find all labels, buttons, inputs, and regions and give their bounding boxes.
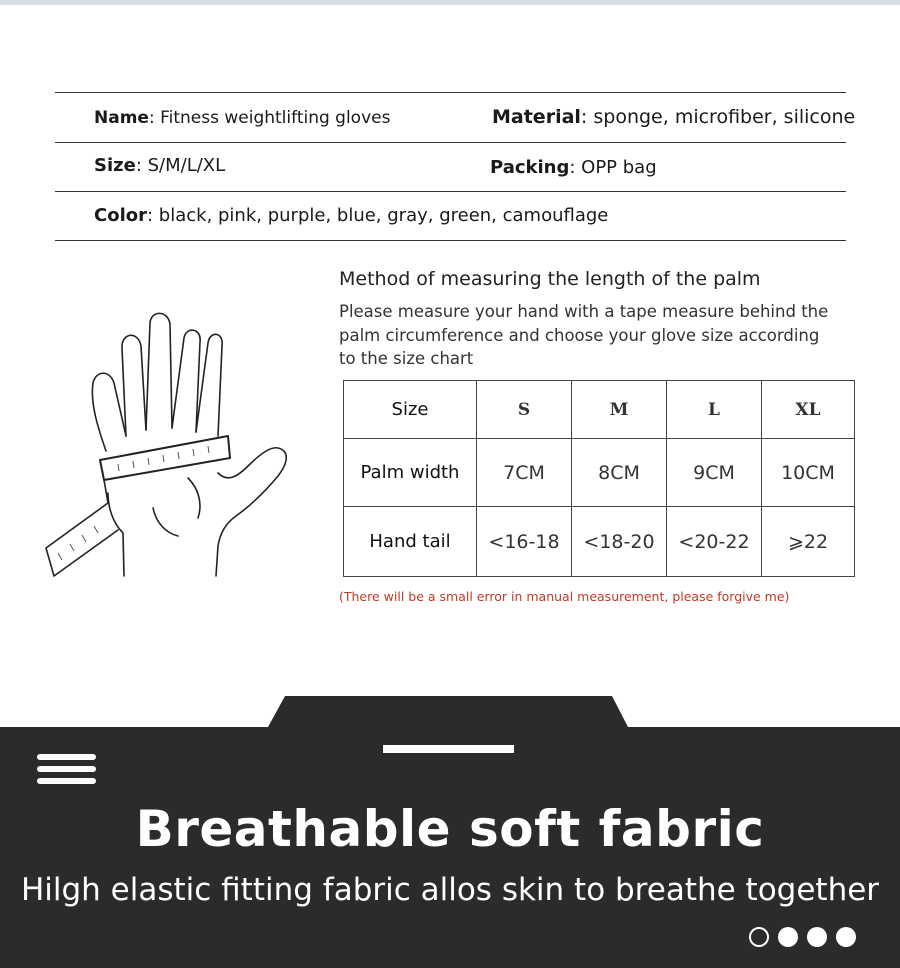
row-label-hand-tail: Hand tail	[344, 507, 477, 577]
packing-value: : OPP bag	[569, 157, 657, 178]
carousel-dot[interactable]	[778, 927, 798, 947]
header-m: M	[572, 381, 667, 439]
carousel-dot-active[interactable]	[749, 927, 769, 947]
accent-bar	[383, 745, 514, 753]
measure-title: Method of measuring the length of the palm	[339, 268, 761, 290]
table-cell: 7CM	[477, 439, 572, 507]
table-cell: <16-18	[477, 507, 572, 577]
menu-icon	[37, 754, 96, 790]
name-value: : Fitness weightlifting gloves	[148, 108, 391, 128]
row-label-palm-width: Palm width	[344, 439, 477, 507]
name-label: Name	[94, 108, 149, 128]
packing-label: Packing	[490, 157, 570, 178]
header-l: L	[667, 381, 762, 439]
measurement-error-note: (There will be a small error in manual measurement, please forgive me)	[339, 589, 790, 604]
table-cell: <18-20	[572, 507, 667, 577]
table-cell: 9CM	[667, 439, 762, 507]
banner-title: Breathable soft fabric	[135, 800, 765, 858]
color-label: Color	[94, 205, 147, 226]
header-s: S	[477, 381, 572, 439]
table-cell: 8CM	[572, 439, 667, 507]
table-cell: ⩾22	[762, 507, 855, 577]
measure-description: Please measure your hand with a tape measure behind the palm circumference and choose your glove size according to the size chart	[339, 302, 829, 368]
carousel-indicator	[749, 927, 856, 947]
carousel-dot[interactable]	[836, 927, 856, 947]
carousel-dot[interactable]	[807, 927, 827, 947]
table-cell: 10CM	[762, 439, 855, 507]
size-value: : S/M/L/XL	[135, 155, 226, 176]
size-label: Size	[94, 155, 136, 176]
material-value: : sponge, microfiber, silicone	[580, 106, 856, 128]
banner-subtitle: Hilgh elastic fitting fabric allos skin to breathe together	[20, 872, 880, 908]
header-xl: XL	[762, 381, 855, 439]
header-size: Size	[344, 381, 477, 439]
material-label: Material	[492, 106, 581, 128]
color-value: : black, pink, purple, blue, gray, green, camouflage	[147, 205, 609, 226]
table-cell: <20-22	[667, 507, 762, 577]
